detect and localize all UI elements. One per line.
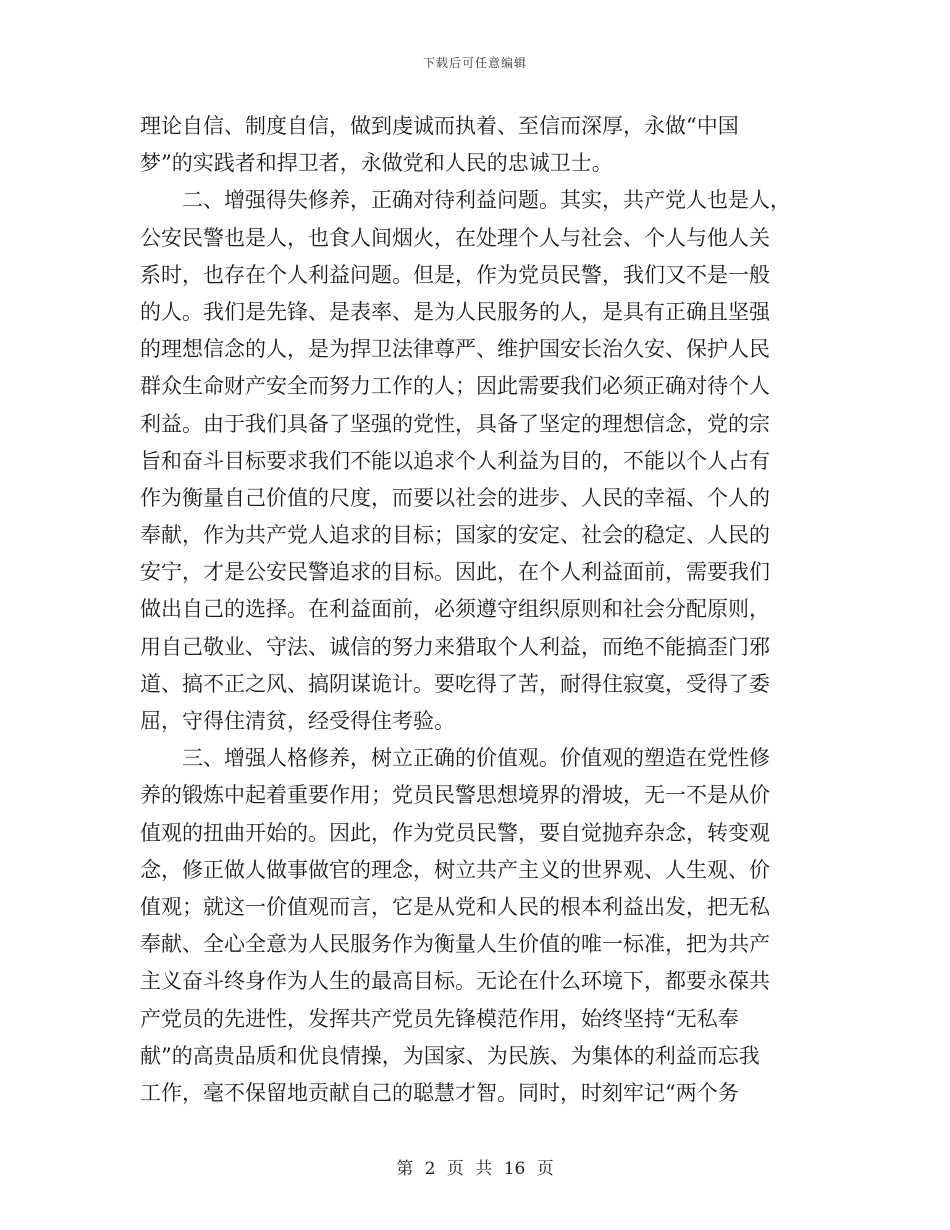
page-header: 下载后可任意编辑 [422, 56, 527, 70]
text-line: 旨和奋斗目标要求我们不能以追求个人利益为目的，不能以个人占有 [140, 448, 770, 473]
text-line: 利益。由于我们具备了坚强的党性，具备了坚定的理想信念，党的宗 [140, 411, 770, 436]
text-line: 道、搞不正之风、搞阴谋诡计。要吃得了苦，耐得住寂寞，受得了委 [140, 671, 770, 696]
text-line: 值观的扭曲开始的。因此，作为党员民警，要自觉抛弃杂念，转变观 [140, 820, 770, 845]
text-line: 三、增强人格修养，树立正确的价值观。价值观的塑造在党性修 [182, 746, 770, 771]
text-line: 屈，守得住清贫，经受得住考验。 [140, 709, 455, 733]
text-line: 群众生命财产安全而努力工作的人；因此需要我们必须正确对待个人 [140, 374, 770, 399]
text-line: 二、增强得失修养，正确对待利益问题。其实，共产党人也是人， [182, 188, 791, 213]
text-line: 献”的高贵品质和优良情操，为国家、为民族、为集体的利益而忘我 [140, 1043, 760, 1068]
text-line: 梦”的实践者和捍卫者，永做党和人民的忠诚卫士。 [140, 151, 613, 176]
text-line: 念，修正做人做事做官的理念，树立共产主义的世界观、人生观、价 [140, 857, 770, 882]
footer-current-page: 2 [424, 1159, 436, 1179]
page-footer [0, 1154, 950, 1179]
text-line: 的理想信念的人，是为捍卫法律尊严、维护国安长治久安、保护人民 [140, 337, 770, 362]
body-text [140, 108, 812, 1112]
footer-prefix: 第 [396, 1159, 414, 1179]
footer-page-word: 页 [446, 1159, 464, 1179]
text-line: 奉献、全心全意为人民服务作为衡量人生价值的唯一标准，把为共产 [140, 932, 770, 957]
footer-total-pages: 16 [503, 1159, 526, 1179]
text-line: 奉献，作为共产党人追求的目标；国家的安定、社会的稳定、人民的 [140, 523, 770, 548]
text-line: 值观；就这一价值观而言，它是从党和人民的根本利益出发，把无私 [140, 894, 770, 919]
text-line: 产党员的先进性，发挥共产党员先锋模范作用，始终坚持“无私奉 [140, 1006, 739, 1031]
text-line: 作为衡量自己价值的尺度，而要以社会的进步、人民的幸福、个人的 [140, 485, 770, 510]
text-line: 公安民警也是人，也食人间烟火，在处理个人与社会、个人与他人关 [140, 225, 770, 250]
text-line: 养的锻炼中起着重要作用；党员民警思想境界的滑坡，无一不是从价 [140, 783, 770, 808]
footer-suffix: 页 [536, 1159, 554, 1179]
text-line: 安宁，才是公安民警追求的目标。因此，在个人利益面前，需要我们 [140, 560, 770, 585]
text-line: 工作，毫不保留地贡献自己的聪慧才智。同时，时刻牢记“两个务 [140, 1080, 739, 1105]
text-line: 的人。我们是先锋、是表率、是为人民服务的人，是具有正确且坚强 [140, 299, 770, 324]
text-line: 理论自信、制度自信，做到虔诚而执着、至信而深厚，永做“中国 [140, 114, 739, 138]
text-line: 做出自己的选择。在利益面前，必须遵守组织原则和社会分配原则， [140, 597, 770, 622]
footer-total-word: 共 [475, 1159, 493, 1179]
text-line: 用自己敬业、守法、诚信的努力来猎取个人利益，而绝不能搞歪门邪 [140, 634, 770, 659]
text-line: 系时，也存在个人利益问题。但是，作为党员民警，我们又不是一般 [140, 262, 770, 287]
text-line: 主义奋斗终身作为人生的最高目标。无论在什么环境下，都要永葆共 [140, 969, 770, 994]
